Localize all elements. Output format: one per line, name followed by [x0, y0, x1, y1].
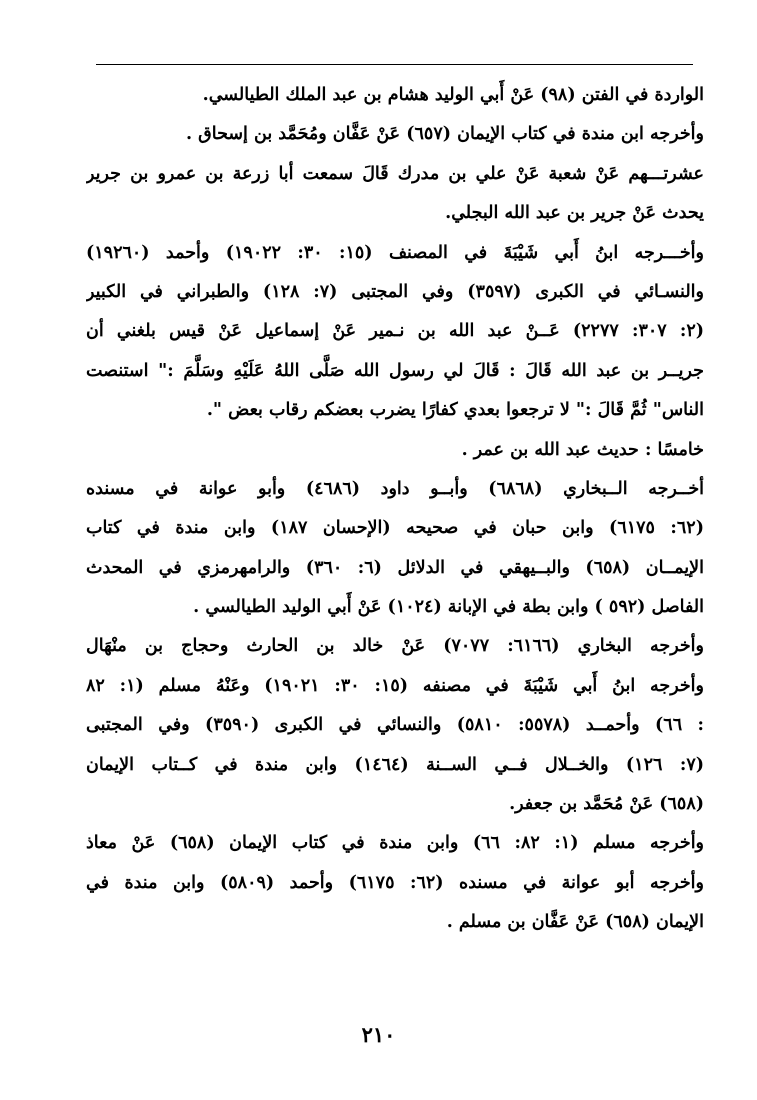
text-line: أخــرجه الــبخاري (٦٨٦٨) وأبــو داود (٤٦٨٦) وأبو عوانة في مسنده: [86, 478, 704, 499]
text-line: (٧: ١٢٦) والخــلال فــي الســنة (١٤٦٤) وابن مندة في كــتاب الإيمان: [86, 754, 704, 775]
text-line: (٢: ٣٠٧: ٢٢٧٧) عَــنْ عبد الله بن نـمير عَنْ إسماعيل عَنْ قيس بلغني أن: [86, 321, 704, 342]
text-line: وأخـــرجه ابنُ أَبي شَيْبَةَ في المصنف (١٥: ٣٠: ١٩٠٢٢) وأحمد (١٩٢٦٠): [86, 242, 704, 263]
text-line: يحدث عَنْ جرير بن عبد الله البجلي.: [445, 203, 704, 224]
body-text: [86, 76, 704, 943]
text-line: (٦٥٨) عَنْ مُحَمَّد بن جعفر.: [509, 794, 704, 815]
page-number: ٢١٠: [361, 1022, 396, 1047]
text-line: وأخرجه أبو عوانة في مسنده (٦٢: ٦١٧٥) وأحمد (٥٨٠٩) وابن مندة في: [86, 872, 704, 893]
text-line: جريــر بن عبد الله قَالَ : قَالَ لي رسول الله صَلَّى اللهُ عَلَيْهِ وسَلَّمَ :" استنصت: [86, 360, 704, 381]
text-line: وأخرجه مسلم (١: ٨٢: ٦٦) وابن مندة في كتاب الإيمان (٦٥٨) عَنْ معاذ: [86, 833, 704, 854]
text-line: الإيمــان (٦٥٨) والبــيهقي في الدلائل (٦: ٣٦٠) والرامهرمزي في المحدث: [86, 557, 704, 578]
text-line: عشرتـــهم عَنْ شعبة عَنْ علي بن مدرك قَالَ سمعت أبا زرعة بن عمرو بن جرير: [86, 163, 704, 184]
text-line: (٦٢: ٦١٧٥) وابن حبان في صحيحه (الإحسان ١٨٧) وابن مندة في كتاب: [86, 518, 704, 539]
text-line: وأخرجه البخاري (٦١٦٦: ٧٠٧٧) عَنْ خالد بن الحارث وحجاج بن منْهَال: [86, 636, 704, 657]
text-line: الواردة في الفتن (٩٨) عَنْ أَبي الوليد هشام بن عبد الملك الطيالسي.: [202, 85, 704, 105]
section-heading: خامسًا : حديث عبد الله بن عمر .: [461, 439, 704, 460]
text-line: وأخرجه ابنُ أَبي شَيْبَةَ في مصنفه (١٥: ٣٠: ١٩٠٢١) وعَنْهُ مسلم (١: ٨٢: [86, 675, 704, 696]
text-line: الإيمان (٦٥٨) عَنْ عَفَّان بن مسلم .: [446, 912, 704, 933]
text-line: والنسـائي في الكبرى (٣٥٩٧) وفي المجتبى (٧: ١٢٨) والطبراني في الكبير: [86, 281, 704, 302]
header-rule: [96, 64, 693, 65]
text-line: الفاصل (٥٩٢ ) وابن بطة في الإبانة (١٠٢٤) عَنْ أَبي الوليد الطيالسي .: [193, 597, 704, 618]
text-line: وأخرجه ابن مندة في كتاب الإيمان (٦٥٧) عَنْ عَفَّان ومُحَمَّد بن إسحاق .: [185, 124, 704, 145]
text-line: الناس" ثُمَّ قَالَ :" لا ترجعوا بعدي كفارًا يضرب بعضكم رقاب بعض ".: [206, 400, 704, 421]
text-line: : ٦٦) وأحمــد (٥٥٧٨: ٥٨١٠) والنسائي في الكبرى (٣٥٩٠) وفي المجتبى: [86, 715, 704, 736]
